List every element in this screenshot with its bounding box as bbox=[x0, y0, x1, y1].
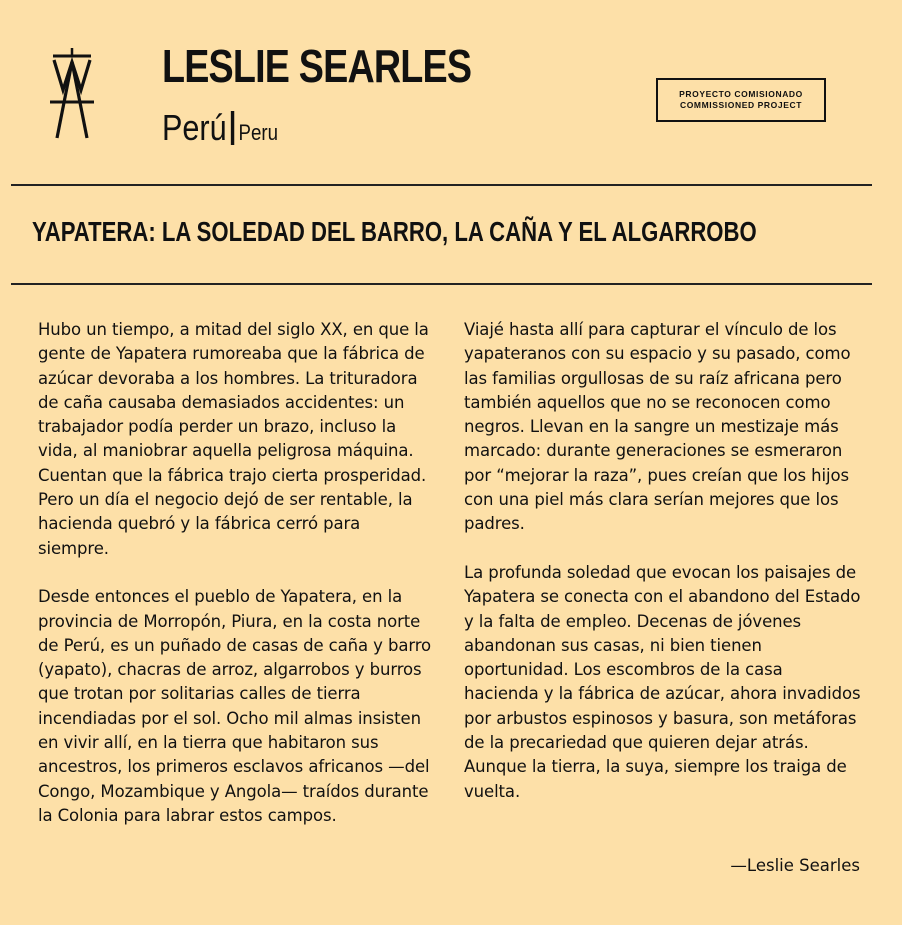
text-column-left bbox=[38, 318, 436, 853]
wa-monogram-icon bbox=[46, 48, 98, 140]
badge-line-english: COMMISSIONED PROJECT bbox=[679, 100, 803, 110]
article-title: YAPATERA: LA SOLEDAD DEL BARRO, LA CAÑA Y EL ALGARROBO bbox=[32, 216, 757, 247]
paragraph: Viajé hasta allí para capturar el vínculo de los yapateranos con su espacio y su pasado, como las familias orgullosas de su raíz africana pero también aquellos que no se reconocen como negros. Llevan en la sangre un mestizaje más marcado: durante generaciones se esmeraron por “mejorar la raza”, pues creían que los hijos con una piel más clara serían mejores que los padres. bbox=[464, 320, 851, 534]
paragraph: La profunda soledad que evocan los paisajes de Yapatera se conecta con el abandono del Estado y la falta de empleo. Decenas de jóvenes abandonan sus casas, ni bien tienen oportunidad. Los escombros de la casa hacienda y la fábrica de azúcar, ahora invadidos por arbustos espinosos y basura, son metáforas de la precariedad que quieren dejar atrás. Aunque la tierra, la suya, siempre los traiga de vuelta. bbox=[464, 562, 861, 801]
project-badge bbox=[656, 78, 826, 122]
country-label bbox=[162, 106, 278, 158]
country-separator bbox=[231, 111, 234, 145]
divider-bottom bbox=[11, 283, 872, 285]
badge-line-spanish: PROYECTO COMISIONADO bbox=[679, 89, 803, 99]
signature: —Leslie Searles bbox=[730, 856, 860, 875]
country-english: Peru bbox=[238, 120, 279, 145]
text-column-right bbox=[464, 318, 862, 828]
country-spanish: Perú bbox=[162, 107, 227, 148]
paragraph: Desde entonces el pueblo de Yapatera, en la provincia de Morropón, Piura, en la costa norte de Perú, es un puñado de casas de caña y barro (yapato), chacras de arroz, algarrobos y burros que trotan por solitarias calles de tierra incendiadas por el sol. Ocho mil almas insisten en vivir allí, en la tierra que habitaron sus ancestros, los primeros esclavos africanos —del Congo, Mozambique y Angola— traídos durante la Colonia para labrar estos campos. bbox=[38, 587, 432, 825]
author-name: LESLIE SEARLES bbox=[162, 40, 472, 92]
divider-top bbox=[11, 184, 872, 186]
paragraph: Hubo un tiempo, a mitad del siglo XX, en que la gente de Yapatera rumoreaba que la fábrica de azúcar devoraba a los hombres. La trituradora de caña causaba demasiados accidentes: un trabajador podía perder un brazo, incluso la vida, al maniobrar aquella peligrosa máquina. Cuentan que la fábrica trajo cierta prosperidad. Pero un día el negocio dejó de ser rentable, la hacienda quebró y la fábrica cerró para siempre. bbox=[38, 320, 429, 558]
